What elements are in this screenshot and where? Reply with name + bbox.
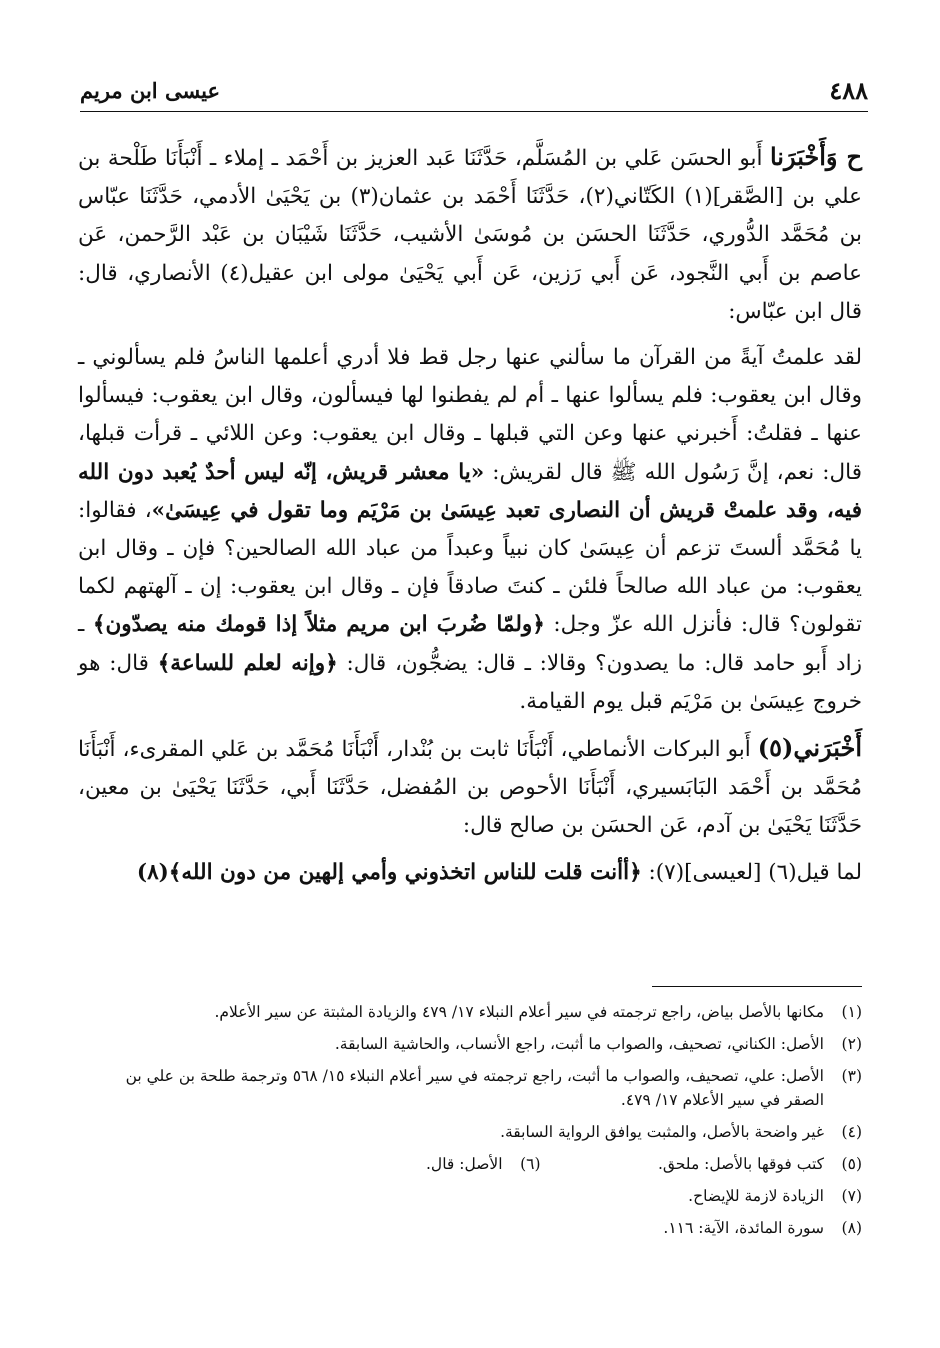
footnote-number: (٥) — [841, 1155, 862, 1173]
paragraph-matn-1 — [78, 339, 862, 721]
paragraph-isnad-1 — [78, 138, 862, 331]
main-text — [78, 138, 862, 900]
footnote-number: (٨) — [841, 1219, 862, 1237]
quran-verse: ﴿ولمّا ضُربَ ابن مريم مثلاً إذا قومك منه يصدّون﴾ — [92, 612, 545, 638]
paragraph-matn-2 — [78, 854, 862, 892]
footnote — [86, 1120, 862, 1144]
footnote-rule — [652, 986, 862, 987]
paragraph-text: لما قيل(٦) [لعيسى](٧): — [648, 859, 862, 885]
footnote-text: الأصل: قال. — [426, 1155, 503, 1173]
paragraph-text: لقد علمتُ آيةً من القرآن ما سألني عنها رجل قط فلا أدري أعلمها الناسُ فلم يسألوني ـ وقال ابن يعقوب: فلم يسألوا عنها ـ أم لم يفطنوا لها فيسألون، وقال ابن يعقوب: فيسألوا عنها ـ فقلتُ: أَخبرني عنها وعن التي قبلها ـ وقال ابن يعقوب: وعن اللائي ـ قرأت قبلها، قال: نعم، إنَّ رَسُول الله ﷺ قال لقريش: — [78, 345, 862, 485]
footnote-text: سورة المائدة، الآية: ١١٦. — [663, 1219, 824, 1237]
running-title: عيسى ابن مريم — [80, 77, 221, 103]
footnote-number: (٦) — [520, 1155, 541, 1173]
quran-verse: ﴿أأنت قلت للناس اتخذوني وأمي إلهين من دون الله﴾(٨) — [136, 859, 642, 885]
header-rule — [80, 111, 868, 112]
paragraph-text: أَبو البركات الأنماطي، أَنْبَأَنَا ثابت بن بُنْدار، أَنْبَأَنَا مُحَمَّد بن عَلي المقرىء، أَنْبَأَنَا مُحَمَّد بن أَحْمَد البَابَسيري، أَنْبَأَنَا الأحوص بن المُفضل، حَدَّثَنَا أَبي، حَدَّثَنَا يَحْيَىٰ بن معين، حَدَّثَنَا يَحْيَىٰ بن آدم، عَن الحسَن بن صالح قال: — [78, 737, 862, 839]
footnote — [426, 1152, 541, 1176]
footnote-text: الأصل: الكناني، تصحيف، والصواب ما أثبت، راجع الأنساب، والحاشية السابقة. — [334, 1035, 824, 1053]
footnote — [86, 1064, 862, 1112]
page-number: ٤٨٨ — [829, 75, 868, 105]
footnote-row — [86, 1152, 862, 1176]
footnote-number: (٣) — [841, 1067, 862, 1085]
footnote-text: غير واضحة بالأصل، والمثبت يوافق الرواية السابقة. — [500, 1123, 824, 1141]
footnote — [86, 1000, 862, 1024]
paragraph-isnad-2 — [78, 729, 862, 846]
footnotes — [86, 1000, 862, 1248]
paragraph-text: ـ زاد أَبو حامد قال: ما يصدون؟ وقالا: ـ قال: يضجُّون، قال: — [78, 612, 862, 676]
footnote — [86, 1216, 862, 1240]
paragraph-lead: أَخْبَرَني(٥) — [757, 733, 862, 763]
footnote — [86, 1032, 862, 1056]
hadith-quote: «يا معشر قريش، إنّه ليس أحدٌ يُعبد دون الله فيه، وقد علمتْ قريش أن النصارى تعبد عِيسَىٰ بن مَرْيَم وما تقول في عِيسَىٰ» — [78, 459, 863, 523]
footnote-text: الأصل: علي، تصحيف، والصواب ما أثبت، راجع ترجمته في سير أعلام النبلاء ١٥/ ٥٦٨ وترجمة طلحة بن علي بن الصقر في سير الأعلام ١٧/ ٤٧٩. — [125, 1067, 824, 1109]
footnote — [86, 1184, 862, 1208]
page-header — [80, 70, 868, 110]
paragraph-text: قال: هو خروج عِيسَىٰ بن مَرْيَم قبل يوم القيامة. — [78, 650, 862, 714]
footnote-text: مكانها بالأصل بياض، راجع ترجمته في سير أعلام النبلاء ١٧/ ٤٧٩ والزيادة المثبتة عن سير الأعلام. — [214, 1003, 824, 1021]
footnote-number: (٤) — [841, 1123, 862, 1141]
footnote-text: كتب فوقها بالأصل: ملحق. — [657, 1155, 824, 1173]
paragraph-lead: ح وَأَخْبَرَنا — [769, 142, 863, 171]
paragraph-text: ، فقالوا: يا مُحَمَّد ألستَ تزعم أن عِيسَىٰ كان نبياً وعبداً من عباد الله الصالحين؟ فإن ـ وقال ابن يعقوب: من عباد الله صالحاً فلئن ـ كنتَ صادقاً فإن ـ وقال ابن يعقوب: إن ـ آلهتهم لكما تقولون؟ قال: فأنزل الله عزّ وجل: — [78, 497, 862, 638]
footnote-text: الزيادة لازمة للإيضاح. — [688, 1187, 824, 1205]
paragraph-text: أَبو الحسَن عَلي بن المُسَلَّم، حَدَّثَنَا عَبد العزيز بن أَحْمَد ـ إملاء ـ أَنْبَأَنَا طَلْحة بن علي بن [الصَّقر](١) الكَتّاني(٢)، حَدَّثَنَا أَحْمَد بن عثمان(٣) بن يَحْيَىٰ الأدمي، حَدَّثَنَا عبّاس بن مُحَمَّد الدُّوري، حَدَّثَنَا الحسَن بن مُوسَىٰ الأشيب، حَدَّثَنَا شَيْبَان بن عَبْد الرَّحمن، عَن عاصم بن أَبي النَّجود، عَن أَبي رَزين، عَن أَبي يَحْيَىٰ مولى ابن عقيل(٤) الأنصاري، قال: قال ابن عبّاس: — [78, 146, 862, 324]
quran-verse: ﴿وإنه لعلم للساعة﴾ — [157, 650, 338, 676]
footnote-number: (٧) — [841, 1187, 862, 1205]
footnote-number: (١) — [841, 1003, 862, 1021]
footnote-number: (٢) — [841, 1035, 862, 1053]
footnote — [658, 1152, 862, 1176]
